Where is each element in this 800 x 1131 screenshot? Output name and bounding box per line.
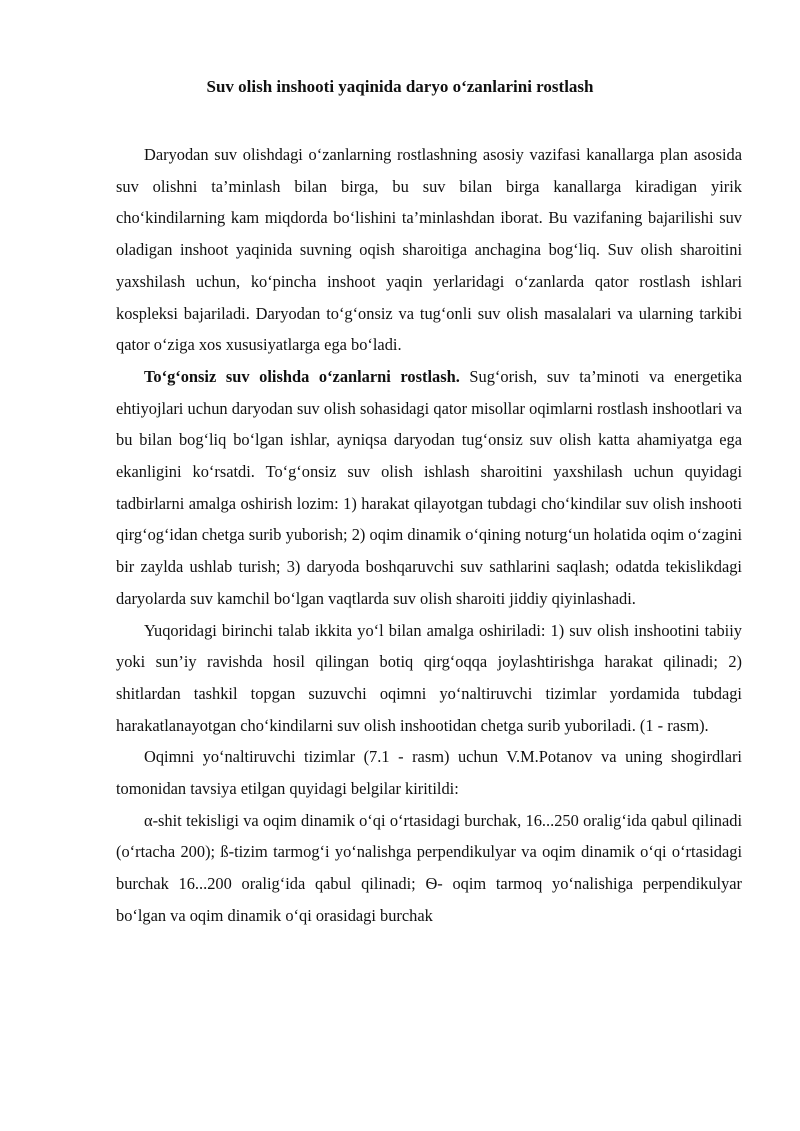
paragraph-3 [116, 615, 742, 742]
document-body [116, 139, 742, 932]
document-title: Suv olish inshooti yaqinida daryo o‘zanlarini rostlash [206, 77, 594, 96]
paragraph-3-text: Yuqoridagi birinchi talab ikkita yo‘l bilan amalga oshiriladi: 1) suv olish inshootini tabiiy yoki sun’iy ravishda hosil qilingan botiq qirg‘oqqa joylashtirishga harakat qilinadi; 2) shitlardan tashkil topgan suzuvchi oqimni yo‘naltiruvchi tizimlar yordamida tubdagi harakatlanayotgan cho‘kindilarni suv olish inshootidan chetga surib yuboriladi. (1 - rasm). [116, 620, 742, 735]
paragraph-1 [116, 139, 742, 361]
paragraph-5 [116, 805, 742, 932]
paragraph-4-text: Oqimni yo‘naltiruvchi tizimlar (7.1 - rasm) uchun V.M.Potanov va uning shogirdlari tomonidan tavsiya etilgan quyidagi belgilar kiritildi: [116, 747, 742, 799]
paragraph-4 [116, 741, 742, 804]
paragraph-2-text: Sug‘orish, suv ta’minoti va energetika ehtiyojlari uchun daryodan suv olish sohasidagi qator misollar oqimlarni rostlash inshootlari va bu bilan bog‘liq bo‘lgan ishlar, ayniqsa daryodan tug‘onsiz suv olish katta ahamiyatga ega ekanligini ko‘rsatdi. To‘g‘onsiz suv olish ishlash sharoitini yaxshilash uchun quyidagi tadbirlarni amalga oshirish lozim: 1) harakat qilayotgan tubdagi cho‘kindilar suv olish inshooti qirg‘og‘idan chetga surib yuborish; 2) oqim dinamik o‘qining noturg‘un holatida oqim o‘zagini bir zaylda ushlab turish; 3) daryoda boshqaruvchi suv sathlarini saqlash; odatda tekislikdagi daryolarda suv kamchil bo‘lgan vaqtlarda suv olish sharoiti jiddiy qiyinlashadi. [116, 366, 742, 608]
paragraph-2-heading: To‘g‘onsiz suv olishda o‘zanlarni rostlash. [144, 366, 460, 386]
paragraph-5-text: α-shit tekisligi va oqim dinamik o‘qi o‘rtasidagi burchak, 16...250 oralig‘ida qabul qilinadi (o‘rtacha 200); ß-tizim tarmog‘i yo‘nalishga perpendikulyar va oqim dinamik o‘qi o‘rtasidagi burchak 16...200 oralig‘ida qabul qilinadi; Ѳ- oqim tarmoq yo‘nalishiga perpendikulyar bo‘lgan va oqim dinamik o‘qi orasidagi burchak [116, 810, 742, 925]
paragraph-2 [116, 361, 742, 615]
paragraph-1-text: Daryodan suv olishdagi o‘zanlarning rostlashning asosiy vazifasi kanallarga plan asosida suv olishni ta’minlash bilan birga, bu suv bilan birga kanallarga kiradigan yirik cho‘kindilarning kam miqdorda bo‘lishini ta’minlashdan iborat. Bu vazifaning bajarilishi suv oladigan inshoot yaqinida suvning oqish sharoitiga anchagina bog‘liq. Suv olish sharoitini yaxshilash uchun, ko‘pincha inshoot yaqin yerlaridagi o‘zanlarda qator rostlash ishlari kospleksi bajariladi. Daryodan to‘g‘onsiz va tug‘onli suv olish masalalari va ularning tarkibi qator o‘ziga xos xususiyatlarga ega bo‘ladi. [116, 145, 742, 355]
